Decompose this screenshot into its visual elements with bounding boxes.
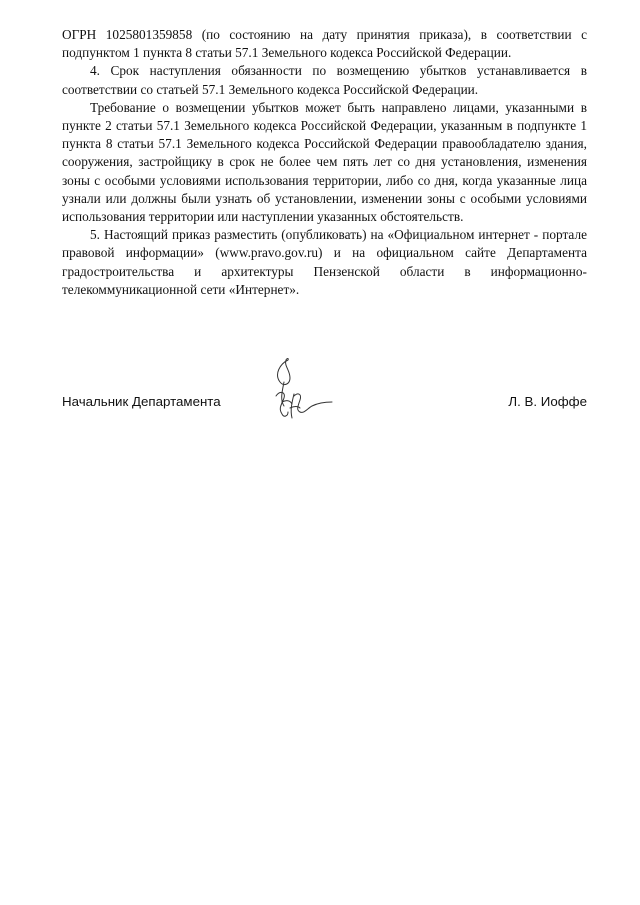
paragraph-ogrn: ОГРН 1025801359858 (по состоянию на дату принятия приказа), в соответствии с подпунктом 1 пункта 8 статьи 57.1 Земельного кодекса Российской Федерации. [62,27,587,61]
document-body [62,26,587,299]
paragraph-item-4: 4. Срок наступления обязанности по возмещению убытков устанавливается в соответствии со статьей 57.1 Земельного кодекса Российской Федерации. [62,63,587,97]
signer-position: Начальник Департамента [62,394,221,409]
handwritten-signature [260,356,340,426]
paragraph-item-5: 5. Настоящий приказ разместить (опубликовать) на «Официальном интернет - портале правовой информации» (www.pravo.gov.ru) и на официальном сайте Департамента градостроительства и архитектуры Пензенской области в информационно-телекоммуникационной сети «Интернет». [62,227,587,297]
signature-block [62,388,587,428]
paragraph-damages-claim: Требование о возмещении убытков может быть направлено лицами, указанными в пункте 2 статьи 57.1 Земельного кодекса Российской Федерации, указанным в подпункте 1 пункта 8 статьи 57.1 Земельного кодекса Российской Федерации правообладателю здания, сооружения, застройщику в срок не более чем пять лет со дня установления, изменения зоны с особыми условиями использования территории, либо со дня, когда указанные лица узнали или должны были узнать об установлении, изменении зоны с особыми условиями использования территории или наступлении указанных обстоятельств. [62,99,587,225]
signer-name: Л. В. Иоффе [508,394,587,409]
